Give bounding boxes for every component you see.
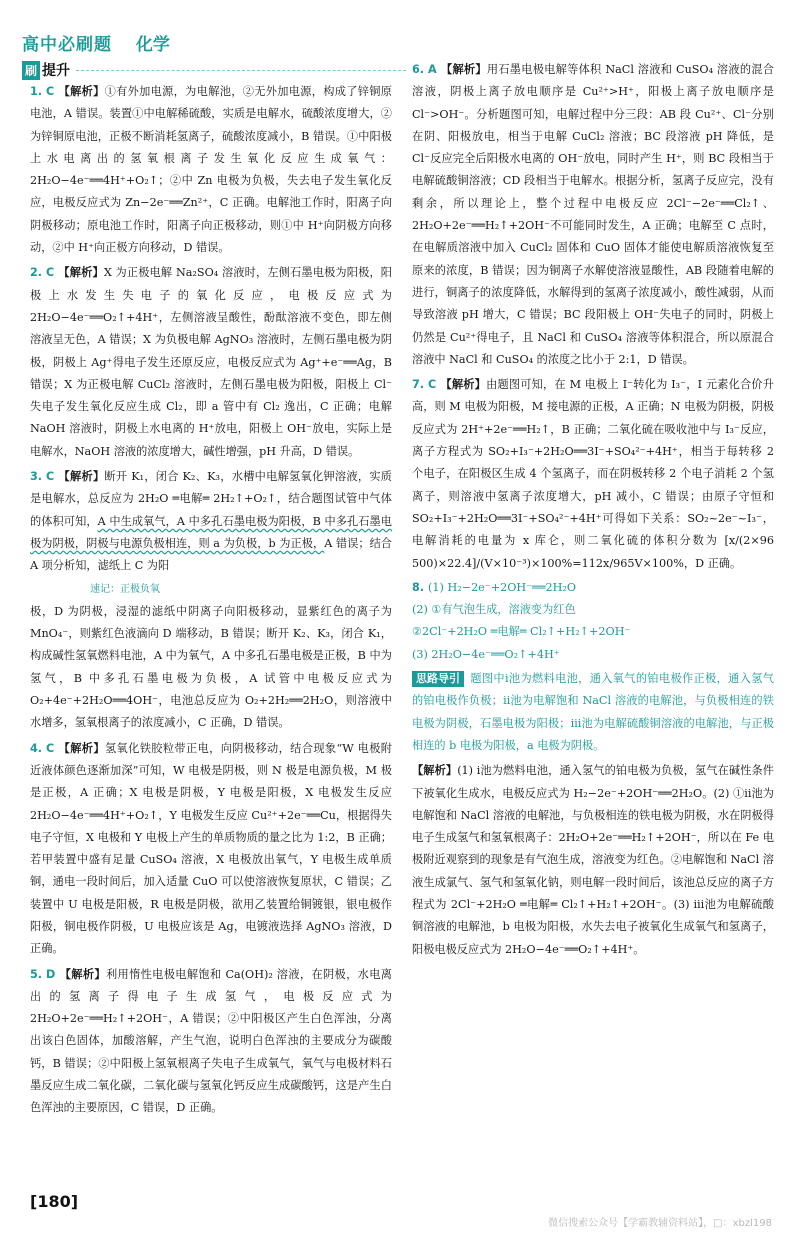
analysis-label: 【解析】 — [59, 966, 106, 981]
page-number-value: 180 — [37, 1192, 71, 1211]
analysis-text: 由题图可知，在 M 电极上 I⁻转化为 I₃⁻，I 元素化合价升高，则 M 电极为阳极，M 接电源的正极，A 正确；N 电极为阴极，阴极反应式为 2H⁺+2e⁻══H₂↑，B 正确；二氧化硫在吸收池中与 I₃⁻反应，离子方程式为 SO₂+I₃⁻+2H₂O══3I⁻+SO₄²⁻+4H⁺，相当于每转移 2 个电子，在阳极区生成 4 个氢离子，而在阴极转移 2 个电子消耗 2 个氢离子，则溶液中氢离子浓度增大，pH 减小，C 错误；由原子守恒和 SO₂+I₃⁻+2H₂O══3I⁻+SO₄²⁻+4H⁺可得如下关系：SO₂~2e⁻~I₃⁻，电解消耗的电量为 x 库仑，则二氧化硫的体积分数为 [x/(2×96 500)×22.4]/(V×10⁻³)×100%=112x/965V×100%，D 正确。 — [412, 378, 774, 570]
question-number: 1. — [30, 85, 43, 98]
question-number: 3. — [30, 470, 43, 484]
page-number: [180] — [30, 1192, 79, 1211]
analysis-label: 【解析】 — [412, 763, 458, 778]
question-number: 5. — [30, 967, 43, 981]
answer-line: ②2Cl⁻+2H₂O ═电解═ Cl₂↑+H₂↑+2OH⁻ — [412, 625, 631, 639]
analysis-text: 氢氧化铁胶粒带正电，向阴极移动，结合现象“W 电极附近液体颜色逐渐加深”可知，W 电极是阴极，则 N 极是电源负极，M 极是正极，A 正确；X 电极是阴极，Y 电极是阳极，X 电极发生反应 2H₂O−4e⁻══4H⁺+O₂↑，Y 电极发生反应 Cu²⁺+2e⁻══Cu，根据得失电子守恒，X 电极和 Y 电极上产生的单质物质的量之比为 1:2，B 正确；若甲装置中盛有足量 CuSO₄ 溶液，X 电极放出氧气，Y 电极生成单质铜，通电一段时间后，加入适量 CuO 可以使溶液恢复原状，C 错误；乙装置中 U 电极是阳极，R 电极是阴极，欲用乙装置给铜镀银，银电极作阳极，铜电极作阴极，U 电极应该是 Ag，电镀液选择 AgNO₃ 溶液，D 正确。 — [30, 741, 392, 956]
answer-letter: C — [46, 741, 55, 755]
analysis-label: 【解析】 — [58, 469, 105, 484]
answer-entry-6 — [412, 58, 774, 371]
answer-letter: C — [428, 378, 437, 392]
answer-entry-3 — [30, 465, 392, 735]
answer-letter: A — [428, 63, 437, 76]
section-label: 提升 — [42, 63, 71, 79]
guide-text: 题图中ⅰ池为燃料电池，通入氧气的铂电极作正极，通入氢气的铂电极作负极；ⅱ池为电解饱和 NaCl 溶液的电解池，与负极相连的铁电极为阴极，石墨电极为阳极；ⅲ池为电解硫酸铜溶液的电解池，与正极相连的 b 电极为阳极，a 电极为阴极。 — [412, 672, 774, 752]
analysis-text: 利用惰性电极电解饱和 Ca(OH)₂ 溶液，在阴极，水电离出的氢离子得电子生成氢气，电极反应式为 2H₂O+2e⁻══H₂↑+2OH⁻，A 错误；②中阳极区产生白色浑浊，分离出该白色固体，加酸溶解，产生气泡，说明白色浑浊的主要成分为碳酸钙，B 错误；②中阳极上氢氧根离子失电子生成氧气，氧气与电极材料石墨反应生成二氧化碳，二氧化碳与氢氧化钙反应生成碳酸钙，这是产生白色浑浊的主要原因，C 错误，D 正确。 — [30, 967, 392, 1115]
answer-line: (2) ①有气泡生成，溶液变为红色 — [412, 603, 576, 617]
subject-label: 化学 — [135, 35, 170, 55]
answer-entry-2 — [30, 261, 392, 463]
question-number: 7. — [412, 378, 425, 392]
watermark: 微信搜索公众号【学霸教辅资料站】，□：xbzl198 — [548, 1218, 772, 1229]
right-column — [412, 58, 774, 963]
answer-line: (3) 2H₂O−4e⁻══O₂↑+4H⁺ — [412, 647, 560, 661]
answer-8-analysis — [412, 759, 774, 961]
question-number: 8. — [412, 580, 425, 594]
analysis-label: 【解析】 — [440, 62, 487, 76]
analysis-text: 用石墨电极电解等体积 NaCl 溶液和 CuSO₄ 溶液的混合溶液，阴极上离子放电顺序是 Cu²⁺>H⁺，阳极上离子放电顺序是 Cl⁻>OH⁻。分析题图可知，电解过程中分三段：AB 段 Cu²⁺、Cl⁻分别在阴、阳极放电，相当于电解 CuCl₂ 溶液；BC 段溶液 pH 降低，是 Cl⁻反应完全后阳极水电离的 OH⁻放电，同时产生 H⁺，则 BC 段相当于电解硫酸铜溶液；CD 段相当于电解水。根据分析，氢离子反应完，没有剩余，所以理论上，整个过程中电极反应 2Cl⁻−2e⁻══Cl₂↑、2H₂O+2e⁻══H₂↑+2OH⁻不可能同时发生，A 正确；电解至 C 点时，在电解质溶液中加入 CuCl₂ 固体和 CuO 固体才能使电解质溶液恢复至原来的浓度，B 错误；因为铜离子水解使溶液显酸性，AB 段随着电解的进行，铜离子的浓度降低，水解得到的氢离子浓度减小，酸性减弱，从而导致溶液 pH 增大，C 错误；BC 段阳极上 OH⁻失电子的同时，阴极上仍然是 Cu²⁺得电子，且 NaCl 和 CuSO₄ 溶液等体积混合，所以原混合溶液中 NaCl 和 CuSO₄ 的浓度之比小于 2:1，D 错误。 — [412, 63, 774, 366]
analysis-text: (1) ⅰ池为燃料电池，通入氢气的铂电极为负极，氢气在碱性条件下被氧化生成水，电极反应式为 H₂−2e⁻+2OH⁻══2H₂O。(2) ①ⅱ池为电解饱和 NaCl 溶液的电解池，与负极相连的铁电极为阴极，水在阴极得电子生成氢气和氢氧根离子：2H₂O+2e⁻══H₂↑+2OH⁻，所以在 Fe 电极附近观察到的现象是有气泡生成，溶液变为红色。②电解饱和 NaCl 溶液生成氯气、氢气和氢氧化钠，则电解一段时间后，该池总反应的离子方程式为 2Cl⁻+2H₂O ═电解═ Cl₂↑+H₂↑+2OH⁻。(3) ⅲ池为电解硫酸铜溶液的电解池，b 电极为阳极，水失去电子被氧化生成氧气和氢离子，阳极电极反应式为 2H₂O−4e⁻══O₂↑+4H⁺。 — [412, 764, 774, 956]
answer-entry-1 — [30, 80, 392, 259]
analysis-label: 【解析】 — [58, 265, 104, 280]
answer-letter: D — [46, 967, 56, 981]
analysis-text: X 为正极电解 Na₂SO₄ 溶液时，左侧石墨电极为阳极，阳极上水发生失电子的氧化反应，电极反应式为 2H₂O−4e⁻══O₂↑+4H⁺，左侧溶液呈酸性，酚酞溶液不变色，即左侧溶液呈无色，A 错误；X 为负极电解 AgNO₃ 溶液时，左侧石墨电极为阴极，阴极上 Ag⁺得电子发生还原反应，电极反应式为 Ag⁺+e⁻══Ag，B 错误；X 为正极电解 CuCl₂ 溶液时，左侧石墨电极为阳极，阳极上 Cl⁻失电子发生氧化反应生成 Cl₂，即 a 管中有 Cl₂ 逸出，C 正确；电解 NaOH 溶液时，阴极上水电离的 H⁺放电，阳极上 OH⁻放电，实际上是电解水，NaOH 溶液的浓度增大，碱性增强，pH 升高，D 错误。 — [30, 266, 392, 458]
page-header — [22, 30, 392, 58]
question-number: 6. — [412, 63, 425, 76]
analysis-text: ①有外加电源，为电解池，②无外加电源，构成了锌铜原电池，A 错误。装置①中电解稀硫酸，实质是电解水，硫酸浓度增大，②为锌铜原电池，正极不断消耗氢离子，硫酸浓度减小，B 错误。①中阳极上水电离出的氢氧根离子发生氧化反应生成氧气：2H₂O−4e⁻══4H⁺+O₂↑；②中 Zn 电极为负极，失去电子发生氧化反应，电极反应式为 Zn−2e⁻══Zn²⁺，C 正确。电解池工作时，阳离子向阴极移动；原电池工作时，阳离子向正极移动，则①中 H⁺向阴极方向移动，②中 H⁺向正极方向移动，D 错误。 — [30, 85, 392, 255]
analysis-label: 【解析】 — [440, 377, 487, 392]
highlighted-text: A 中生成氧气，A 中多孔石墨电极为阳极，B 中多孔石墨电极为阴极，阴极与电源负极相连，则 a 为负极，b 为正极， — [30, 514, 392, 550]
answer-entry-4 — [30, 737, 392, 961]
section-badge: 刷 — [22, 61, 40, 80]
memory-note: 速记：正极负氧 — [90, 583, 160, 595]
question-number: 2. — [30, 266, 43, 280]
guide-badge: 思路导引 — [412, 671, 464, 687]
analysis-label: 【解析】 — [58, 740, 105, 755]
thinking-guide — [412, 668, 774, 757]
answer-entry-8 — [412, 577, 774, 666]
answer-letter: C — [46, 266, 55, 280]
section-tag — [22, 60, 406, 80]
analysis-label: 【解析】 — [58, 84, 105, 98]
section-divider — [76, 70, 406, 71]
answer-letter: C — [46, 85, 55, 98]
analysis-text: 极，D 为阴极，浸湿的滤纸中阴离子向阳极移动，显紫红色的离子为 MnO₄⁻，则紫红色液滴向 D 端移动，B 错误；断开 K₂、K₃，闭合 K₁，构成碱性氢氧燃料电池，A 中为氧气，A 中多孔石墨电极是正极，B 中为氢气，B 中多孔石墨电极为负极，A 试管中电极反应式为 O₂+4e⁻+2H₂O══4OH⁻，电池总反应为 O₂+2H₂══2H₂O，则溶液中水增多，氢氧根离子的浓度减小，C 正确，D 错误。 — [30, 604, 392, 730]
book-title: 高中必刷题 — [22, 35, 112, 55]
answer-letter: C — [46, 470, 55, 484]
analysis-text: 断开 K₁，闭合 K₂、K₃，水槽中电解氢氧化钾溶液，实质是电解水，总反应为 2H₂O ═电解═ 2H₂↑+O₂↑，结合题图试管中气体的体积可知， — [30, 470, 392, 528]
left-column — [30, 80, 392, 1122]
question-number: 4. — [30, 741, 43, 755]
answer-line: (1) H₂−2e⁻+2OH⁻══2H₂O — [428, 580, 577, 594]
analysis-text: A 错误；结合 A 项分析知，滤纸上 C 为阳 — [30, 536, 392, 573]
answer-entry-5 — [30, 963, 392, 1120]
answer-entry-7 — [412, 373, 774, 575]
